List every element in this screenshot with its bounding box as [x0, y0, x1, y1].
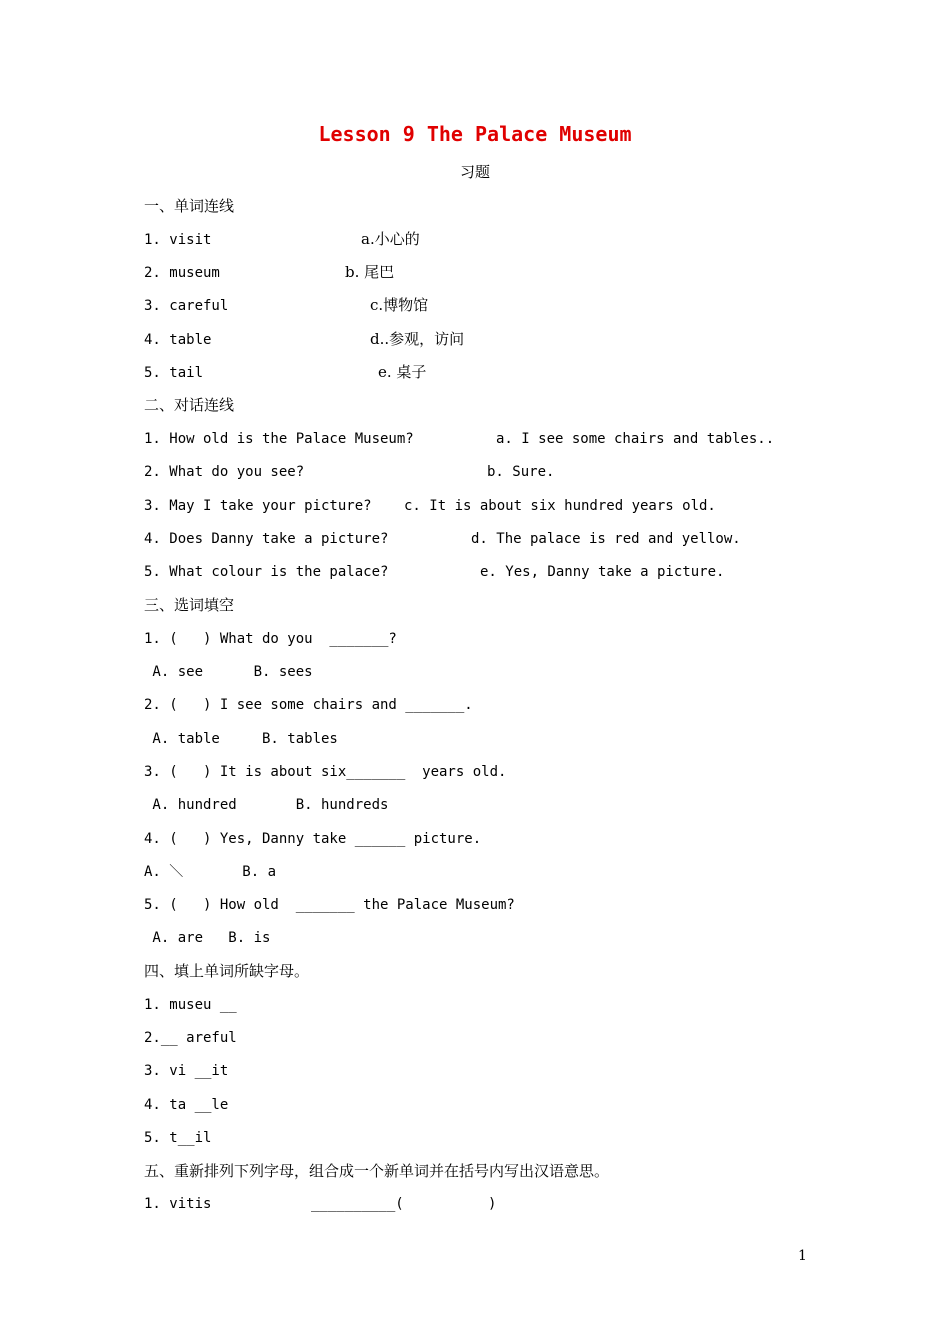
section-5-heading: 五、重新排列下列字母，组合成一个新单词并在括号内写出汉语意思。: [144, 1162, 610, 1180]
s3-options-2: A. table B. tables: [144, 731, 338, 747]
s1-right-e: e. 桌子: [378, 363, 427, 381]
s1-right-b: b. 尾巴: [345, 263, 395, 281]
s1-right-a: a.小心的: [361, 230, 420, 248]
section-2-heading: 二、对话连线: [144, 396, 235, 414]
s3-options-5: A. are B. is: [144, 930, 271, 946]
s1-left-5: 5. tail: [144, 365, 204, 381]
s4-item-3: 3. vi __it: [144, 1063, 229, 1079]
s1-left-4: 4. table: [144, 332, 212, 348]
s1-right-c: c.博物馆: [370, 296, 429, 314]
page-title: Lesson 9 The Palace Museum: [318, 122, 632, 146]
s5-item-1: 1. vitis: [144, 1196, 212, 1212]
s2-left-3: 3. May I take your picture?: [144, 498, 372, 514]
s3-options-3: A. hundred B. hundreds: [144, 797, 389, 813]
s2-left-1: 1. How old is the Palace Museum?: [144, 431, 414, 447]
s1-left-3: 3. careful: [144, 298, 229, 314]
s5-item-1-blank: __________( ): [311, 1196, 497, 1212]
section-3-heading: 三、选词填空: [144, 596, 235, 614]
page-subtitle: 习题: [459, 163, 490, 181]
s4-item-2: 2.__ areful: [144, 1030, 237, 1046]
s3-question-1: 1. ( ) What do you _______?: [144, 631, 397, 647]
s2-right-e: e. Yes, Danny take a picture.: [480, 564, 725, 580]
s1-left-2: 2. museum: [144, 265, 220, 281]
s4-item-1: 1. museu __: [144, 997, 237, 1013]
page-number: 1: [798, 1248, 807, 1264]
s1-left-1: 1. visit: [144, 232, 212, 248]
s3-question-2: 2. ( ) I see some chairs and _______.: [144, 697, 473, 713]
s2-right-b: b. Sure.: [487, 464, 555, 480]
s3-question-5: 5. ( ) How old _______ the Palace Museum?: [144, 897, 515, 913]
section-1-heading: 一、单词连线: [144, 197, 235, 215]
s3-question-3: 3. ( ) It is about six_______ years old.: [144, 764, 507, 780]
s1-right-d: d..参观，访问: [370, 330, 465, 348]
section-4-heading: 四、填上单词所缺字母。: [144, 962, 310, 980]
s2-left-4: 4. Does Danny take a picture?: [144, 531, 389, 547]
s2-right-a: a. I see some chairs and tables..: [496, 431, 775, 447]
s2-right-d: d. The palace is red and yellow.: [471, 531, 741, 547]
s2-left-5: 5. What colour is the palace?: [144, 564, 389, 580]
s3-options-4: A. ＼ B. a: [144, 864, 277, 880]
s2-left-2: 2. What do you see?: [144, 464, 305, 480]
s4-item-4: 4. ta __le: [144, 1097, 229, 1113]
s3-options-1: A. see B. sees: [144, 664, 313, 680]
s3-question-4: 4. ( ) Yes, Danny take ______ picture.: [144, 831, 482, 847]
s4-item-5: 5. t__il: [144, 1130, 212, 1146]
s2-right-c: c. It is about six hundred years old.: [404, 498, 716, 514]
